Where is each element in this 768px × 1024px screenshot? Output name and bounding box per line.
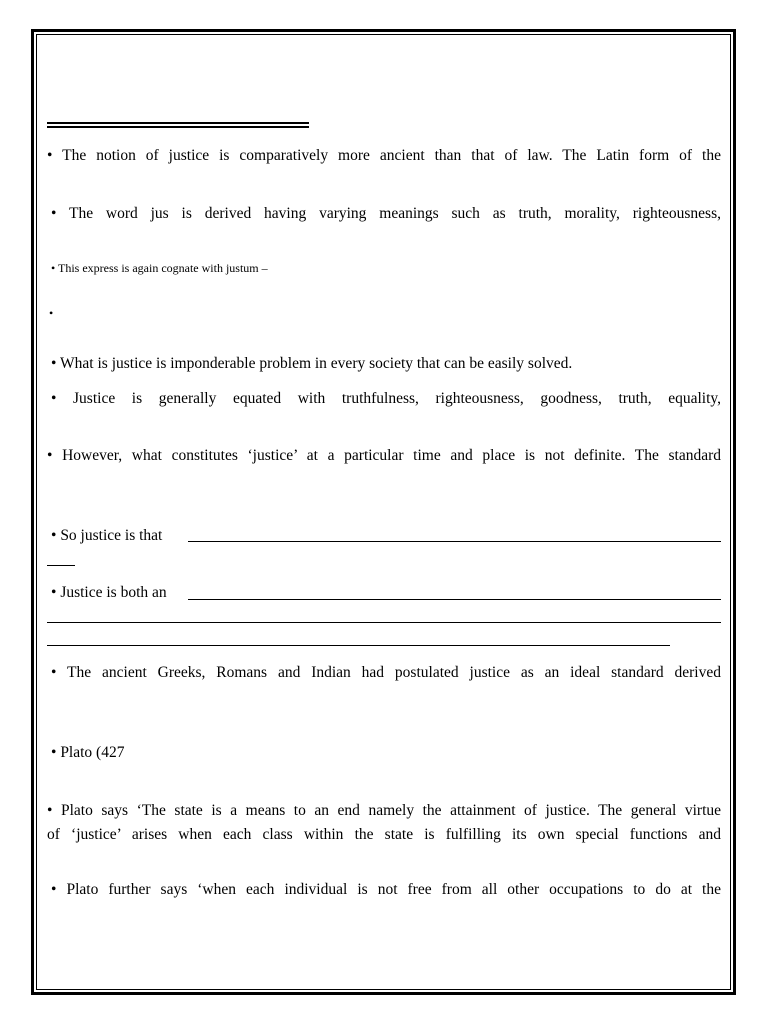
- fill-blank-line: [188, 541, 721, 542]
- bullet-cognate-justum: • This express is again cognate with justum –: [51, 261, 268, 275]
- bullet-word-jus: • The word jus is derived having varying meanings such as truth, morality, righteousness,: [51, 205, 721, 222]
- bullet-notion-of-justice: • The notion of justice is comparatively more ancient than that of law. The Latin form of the: [47, 147, 721, 164]
- fill-blank-line: [47, 565, 75, 566]
- bullet-plato-says: • Plato says ‘The state is a means to an end namely the attainment of justice. The general virtue: [47, 802, 721, 819]
- page-border-inner: [36, 34, 731, 990]
- fill-blank-line: [47, 622, 721, 623]
- bullet-ancient-greeks: • The ancient Greeks, Romans and Indian had postulated justice as an ideal standard derived: [51, 664, 721, 681]
- bullet-so-justice-is-that: • So justice is that: [51, 527, 163, 544]
- bullet-imponderable-problem: • What is justice is imponderable problem in every society that can be easily solved.: [51, 355, 573, 372]
- bullet-what-constitutes: • However, what constitutes ‘justice’ at a particular time and place is not definite. The standard: [47, 447, 721, 464]
- heading-double-rule: [47, 122, 309, 128]
- bullet-empty: •: [49, 306, 54, 320]
- continuation-justice-arises: of ‘justice’ arises when each class within the state is fulfilling its own special functions and: [47, 826, 721, 843]
- bullet-plato-427: • Plato (427: [51, 744, 125, 761]
- bullet-equated-with: • Justice is generally equated with truthfulness, righteousness, goodness, truth, equality,: [51, 390, 721, 407]
- fill-blank-line: [188, 599, 721, 600]
- bullet-justice-is-both-an: • Justice is both an: [51, 584, 167, 601]
- fill-blank-line: [47, 645, 670, 646]
- bullet-plato-further-says: • Plato further says ‘when each individual is not free from all other occupations to do at the: [51, 881, 721, 898]
